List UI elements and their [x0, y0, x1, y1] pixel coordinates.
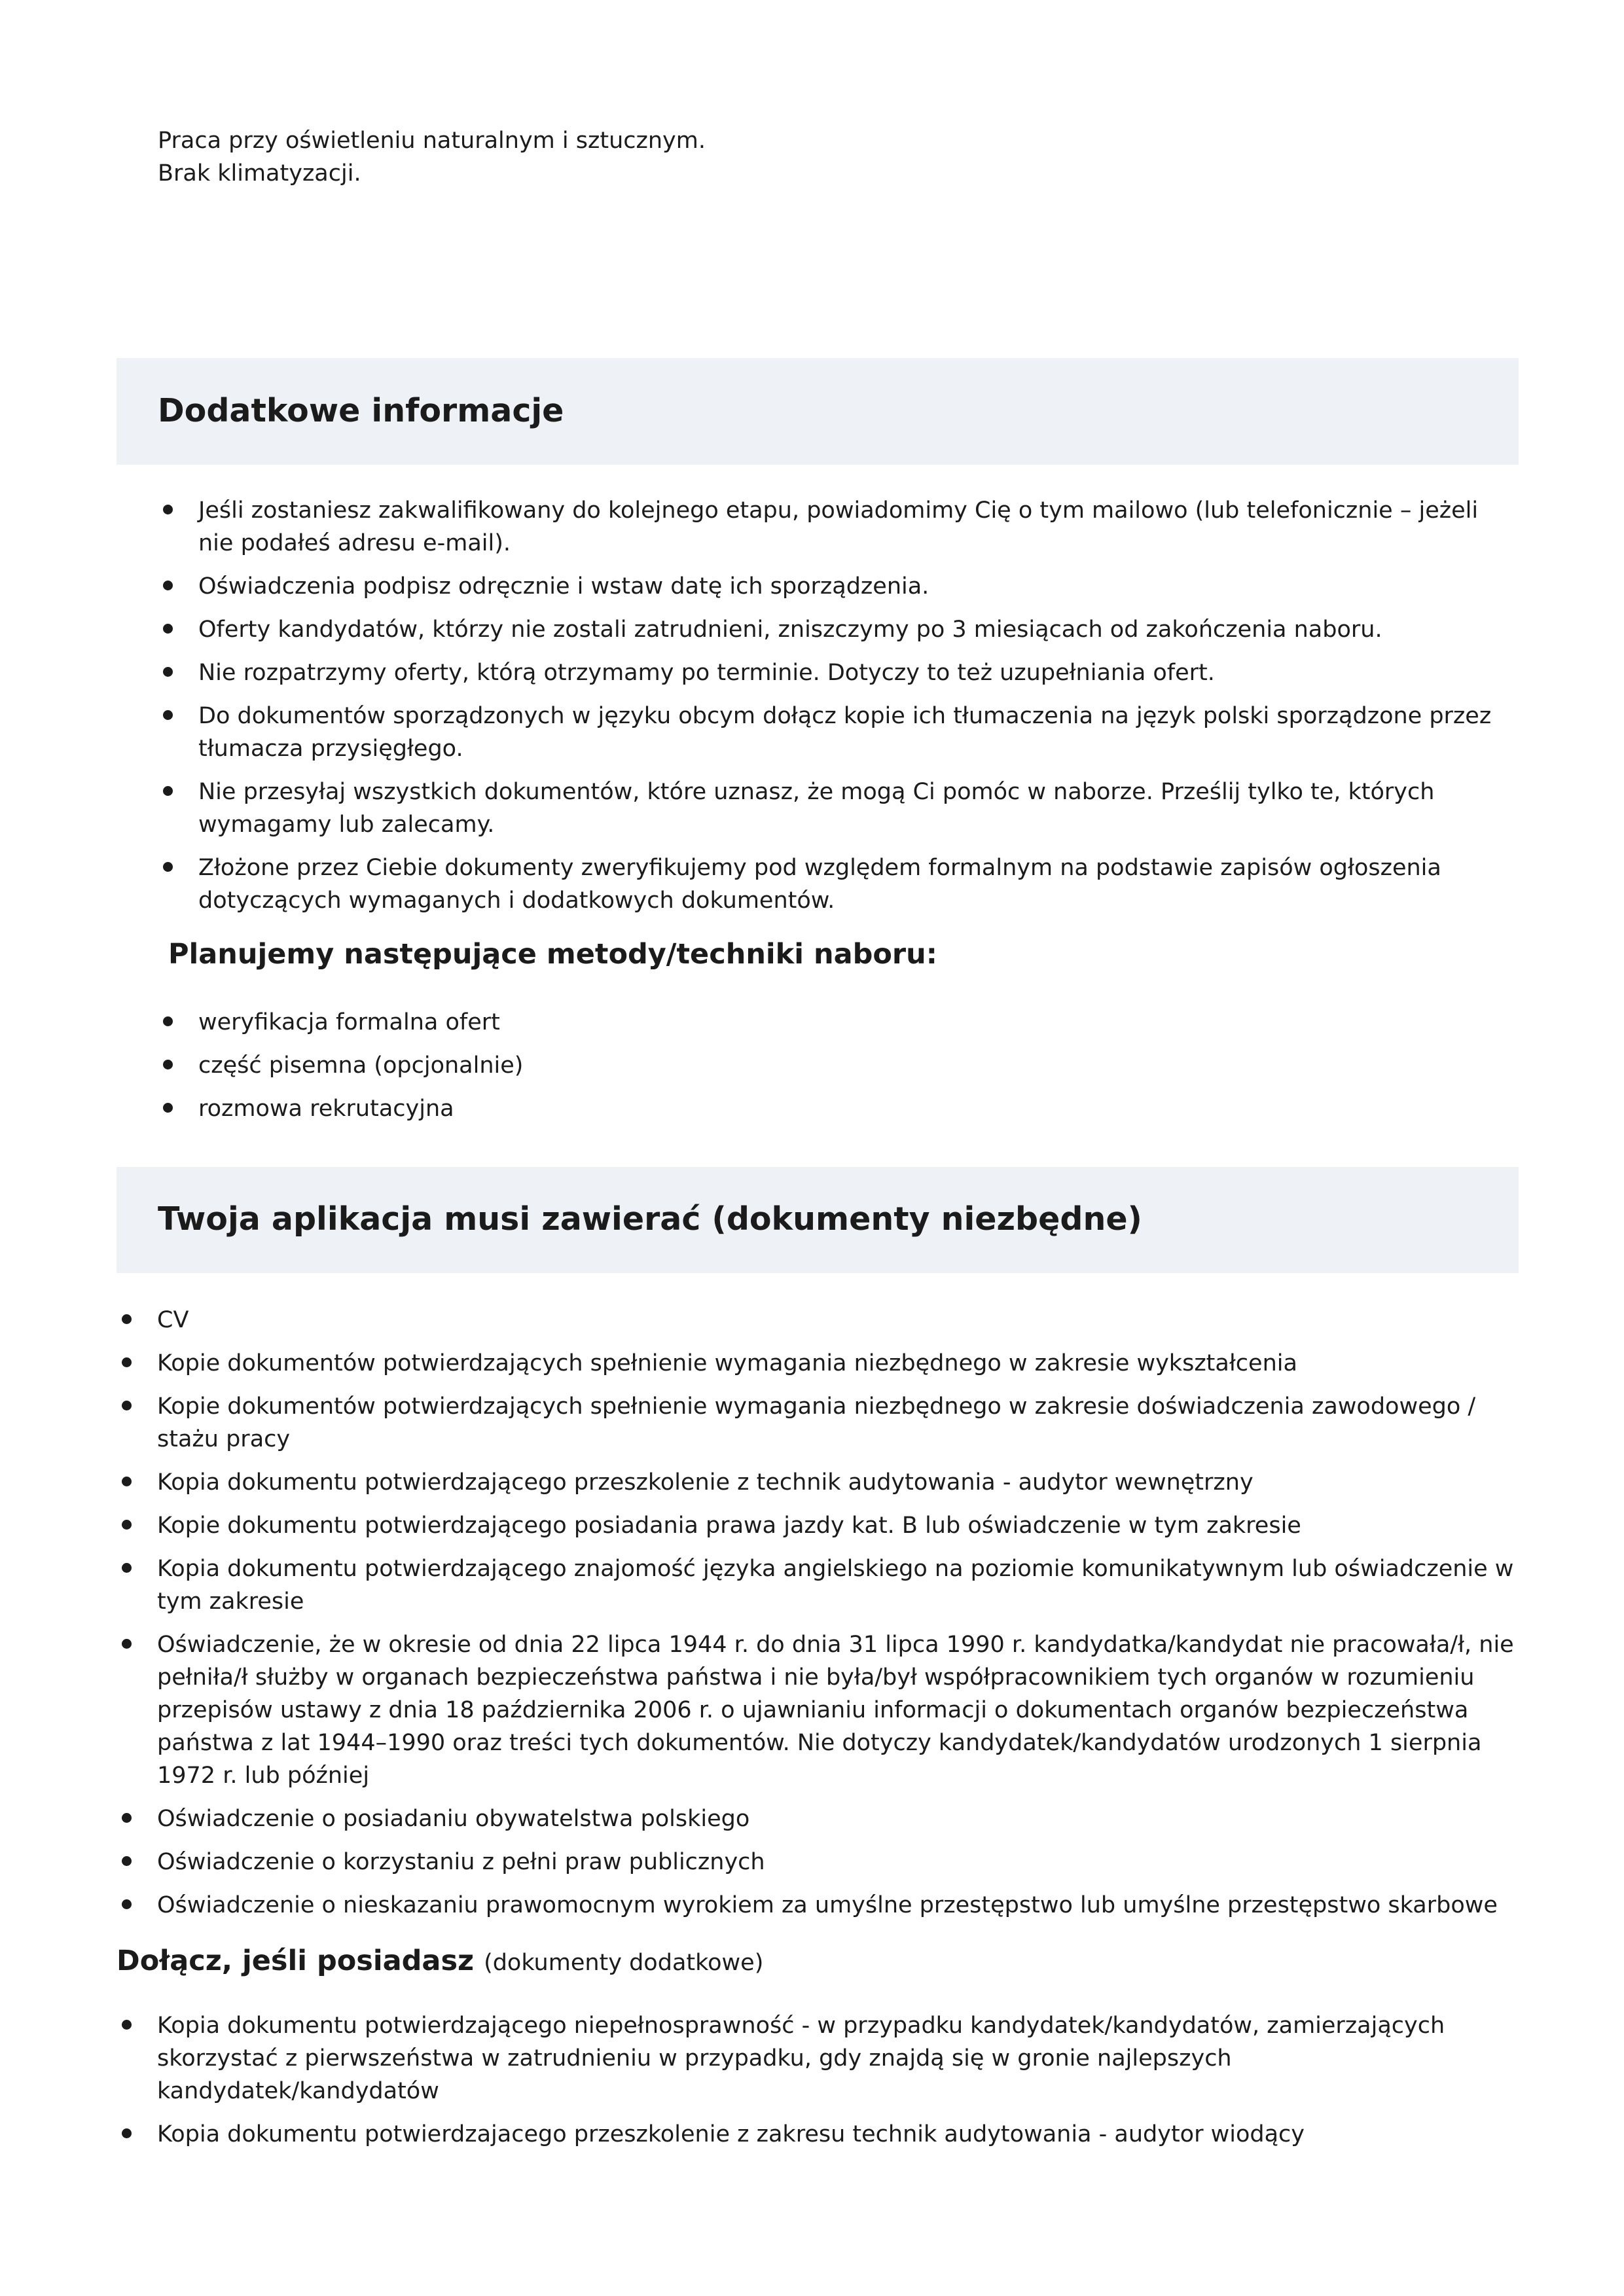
list-item: Do dokumentów sporządzonych w języku obcym dołącz kopie ich tłumaczenia na język polski sporządzone przez tłumacza przysięgłego. [158, 700, 1506, 765]
list-item: Kopia dokumentu potwierdzającego znajomość języka angielskiego na poziomie komunikatywnym lub oświadczenie w tym zakresie [117, 1552, 1519, 1618]
list-item: Kopie dokumentów potwierdzających spełnienie wymagania niezbędnego w zakresie wykształcenia [117, 1347, 1519, 1380]
list-item: Złożone przez Ciebie dokumenty zweryfikujemy pod względem formalnym na podstawie zapisów ogłoszenia dotyczących wymaganych i dodatkowych dokumentów. [158, 852, 1506, 917]
list-item: Kopia dokumentu potwierdzającego niepełnosprawność - w przypadku kandydatek/kandydatów, zamierzających skorzystać z pierwszeństwa w zatrudnieniu w przypadku, gdy znajdą się w gronie najlepszych kandydatek/kandydatów [117, 2009, 1519, 2108]
list-item: Nie przesyłaj wszystkich dokumentów, które uznasz, że mogą Ci pomóc w naborze. Prześlij tylko te, których wymagamy lub zalecamy. [158, 776, 1506, 841]
intro-line-air-conditioning: Brak klimatyzacji. [158, 160, 361, 187]
list-item: Oświadczenie o nieskazaniu prawomocnym wyrokiem za umyślne przestępstwo lub umyślne przestępstwo skarbowe [117, 1889, 1519, 1922]
additional-info-list [158, 494, 1506, 917]
methods-heading: Planujemy następujące metody/techniki naboru: [168, 938, 937, 971]
optional-docs-heading [117, 1943, 763, 1981]
list-item: Kopia dokumentu potwierdzajacego przeszkolenie z zakresu technik audytowania - audytor wiodący [117, 2118, 1519, 2151]
list-item: CV [117, 1304, 1519, 1336]
list-item: Jeśli zostaniesz zakwalifikowany do kolejnego etapu, powiadomimy Cię o tym mailowo (lub telefonicznie – jeżeli nie podałeś adresu e-mail). [158, 494, 1506, 560]
list-item: Oświadczenie, że w okresie od dnia 22 lipca 1944 r. do dnia 31 lipca 1990 r. kandydatka/kandydat nie pracowała/ł, nie pełniła/ł służby w organach bezpieczeństwa państwa i nie była/był współpracownikiem tych organów w rozumieniu przepisów ustawy z dnia 18 października 2006 r. o ujawnianiu informacji o dokumentach organów bezpieczeństwa państwa z lat 1944–1990 oraz treści tych dokumentów. Nie dotyczy kandydatek/kandydatów urodzonych 1 sierpnia 1972 r. lub później [117, 1628, 1519, 1792]
list-item: Oświadczenie o posiadaniu obywatelstwa polskiego [117, 1803, 1519, 1835]
optional-docs-heading-label: Dołącz, jeśli posiadasz [117, 1945, 475, 1977]
methods-list [158, 1006, 1506, 1125]
list-item: Kopia dokumentu potwierdzającego przeszkolenie z technik audytowania - audytor wewnętrzny [117, 1466, 1519, 1499]
additional-info-header [117, 358, 1519, 465]
required-docs-list [117, 1304, 1519, 1922]
list-item: Oferty kandydatów, którzy nie zostali zatrudnieni, zniszczymy po 3 miesiącach od zakończenia naboru. [158, 613, 1506, 646]
list-item: Oświadczenie o korzystaniu z pełni praw publicznych [117, 1846, 1519, 1878]
list-item: część pisemna (opcjonalnie) [158, 1049, 1506, 1082]
list-item: rozmowa rekrutacyjna [158, 1092, 1506, 1125]
list-item: Oświadczenia podpisz odręcznie i wstaw datę ich sporządzenia. [158, 570, 1506, 603]
list-item: Kopie dokumentu potwierdzającego posiadania prawa jazdy kat. B lub oświadczenie w tym zakresie [117, 1509, 1519, 1542]
intro-line-lighting: Praca przy oświetleniu naturalnym i sztucznym. [158, 128, 706, 154]
required-docs-header [117, 1167, 1519, 1273]
list-item: weryfikacja formalna ofert [158, 1006, 1506, 1039]
list-item: Kopie dokumentów potwierdzających spełnienie wymagania niezbędnego w zakresie doświadczenia zawodowego / stażu pracy [117, 1390, 1519, 1456]
optional-docs-heading-note: (dokumenty dodatkowe) [484, 1950, 764, 1976]
list-item: Nie rozpatrzymy oferty, którą otrzymamy po terminie. Dotyczy to też uzupełniania ofert. [158, 656, 1506, 689]
optional-docs-list [117, 2009, 1519, 2151]
additional-info-title: Dodatkowe informacje [158, 392, 564, 429]
required-docs-title: Twoja aplikacja musi zawierać (dokumenty niezbędne) [158, 1200, 1142, 1238]
